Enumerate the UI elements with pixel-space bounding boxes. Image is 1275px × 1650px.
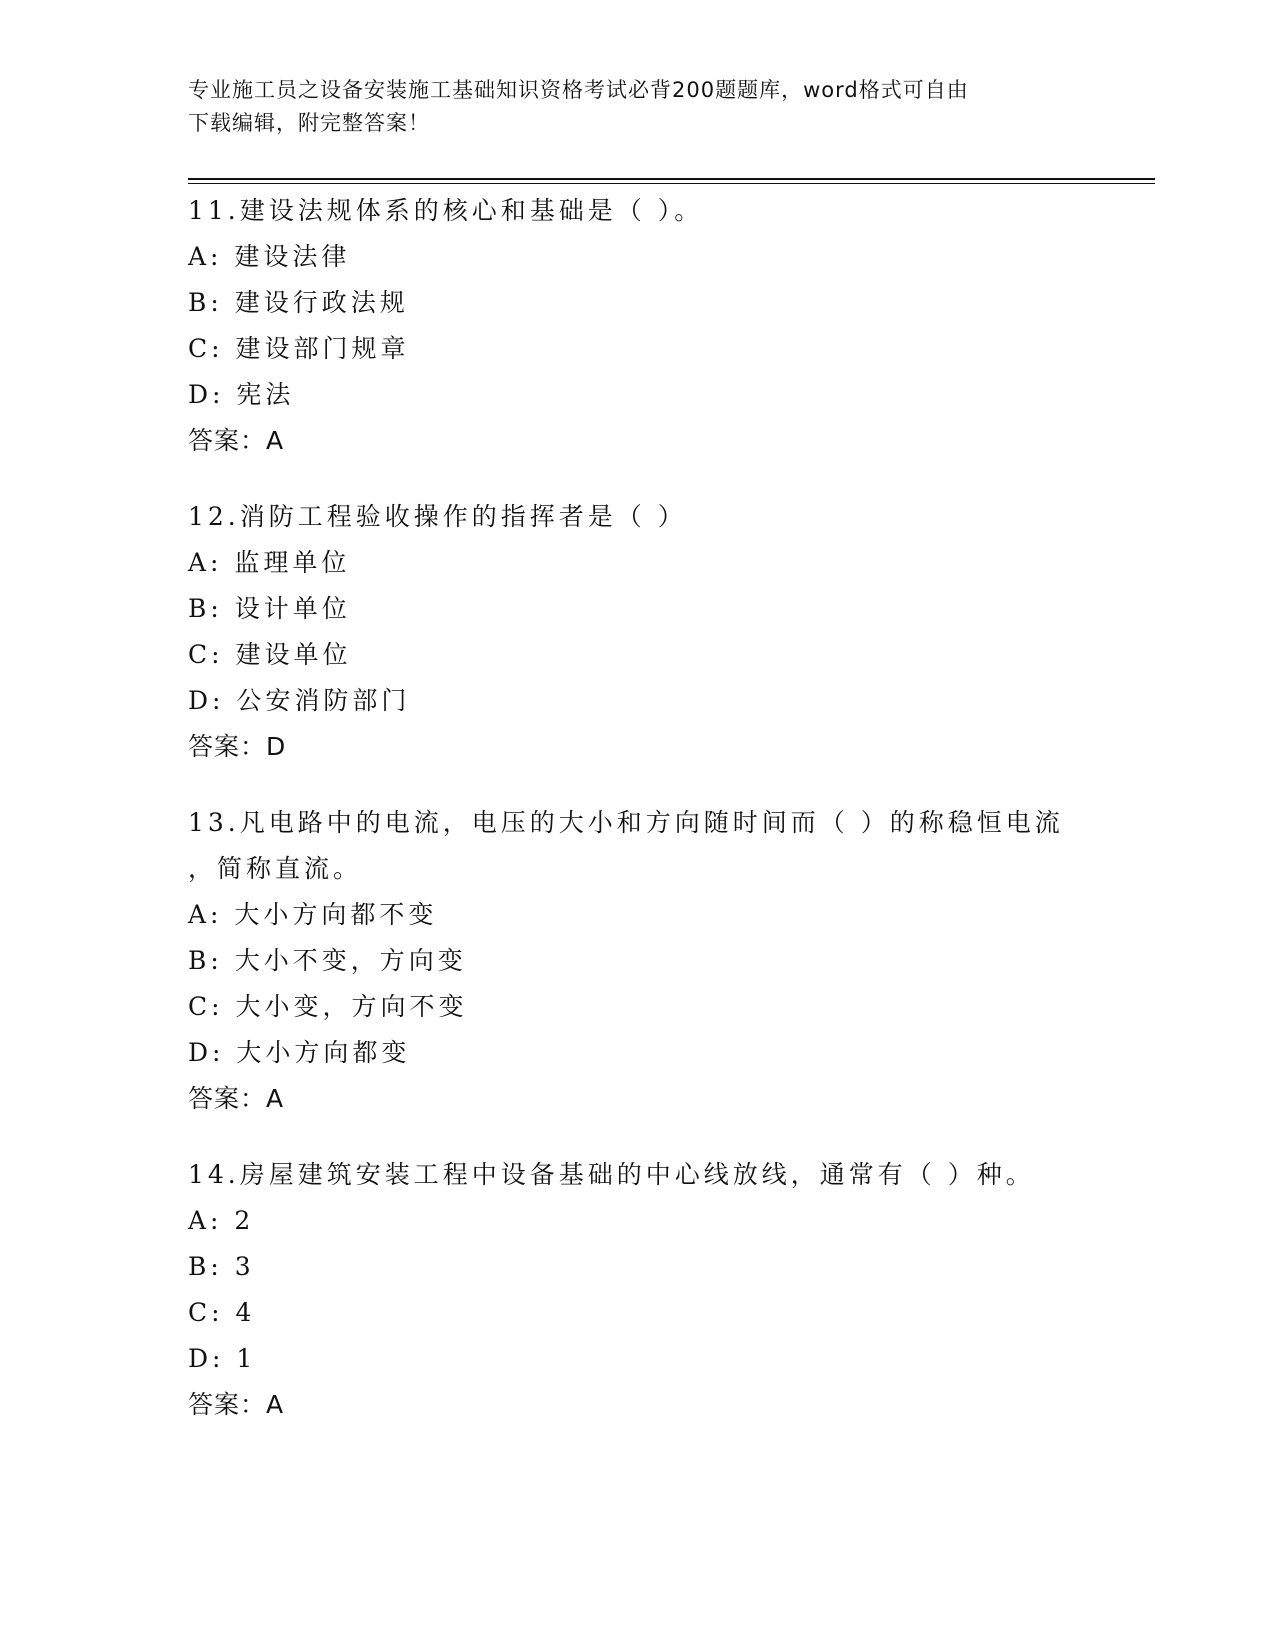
question-13 [188, 800, 1088, 1122]
question-list [188, 188, 1088, 1458]
option-a: A: 2 [188, 1206, 255, 1235]
option-d: D: 大小方向都变 [188, 1038, 411, 1067]
answer-line: 答案：A [188, 426, 285, 455]
option-d: D: 1 [188, 1344, 257, 1373]
option-a: A: 建设法律 [188, 242, 351, 271]
option-c: C: 建设单位 [188, 640, 352, 669]
option-c: C: 大小变，方向不变 [188, 992, 468, 1021]
header-line-2: 下载编辑，附完整答案！ [188, 111, 430, 135]
option-a: A: 大小方向都不变 [188, 900, 438, 929]
answer-line: 答案：D [188, 732, 287, 761]
answer-line: 答案：A [188, 1084, 285, 1113]
question-11 [188, 188, 1088, 464]
question-stem: 11.建设法规体系的核心和基础是（ ）。 [188, 196, 704, 225]
question-stem-continued: ，简称直流。 [188, 854, 363, 883]
question-12 [188, 494, 1088, 770]
option-c: C: 4 [188, 1298, 256, 1327]
option-d: D: 宪法 [188, 380, 295, 409]
option-c: C: 建设部门规章 [188, 334, 410, 363]
header-line-1: 专业施工员之设备安装施工基础知识资格考试必背200题题库，word格式可自由 [188, 78, 969, 102]
option-b: B: 大小不变，方向变 [188, 946, 467, 975]
question-14 [188, 1152, 1088, 1428]
header-divider-thin [188, 183, 1155, 184]
question-stem: 14.房屋建筑安装工程中设备基础的中心线放线，通常有（ ）种。 [188, 1160, 1035, 1189]
option-d: D: 公安消防部门 [188, 686, 411, 715]
answer-line: 答案：A [188, 1390, 285, 1419]
option-b: B: 3 [188, 1252, 255, 1281]
option-b: B: 设计单位 [188, 594, 351, 623]
document-header [188, 74, 1068, 140]
header-divider-thick [188, 178, 1155, 180]
option-b: B: 建设行政法规 [188, 288, 409, 317]
option-a: A: 监理单位 [188, 548, 351, 577]
question-stem: 12.消防工程验收操作的指挥者是（ ） [188, 502, 687, 531]
question-stem: 13.凡电路中的电流，电压的大小和方向随时间而（ ）的称稳恒电流 [188, 808, 1064, 837]
